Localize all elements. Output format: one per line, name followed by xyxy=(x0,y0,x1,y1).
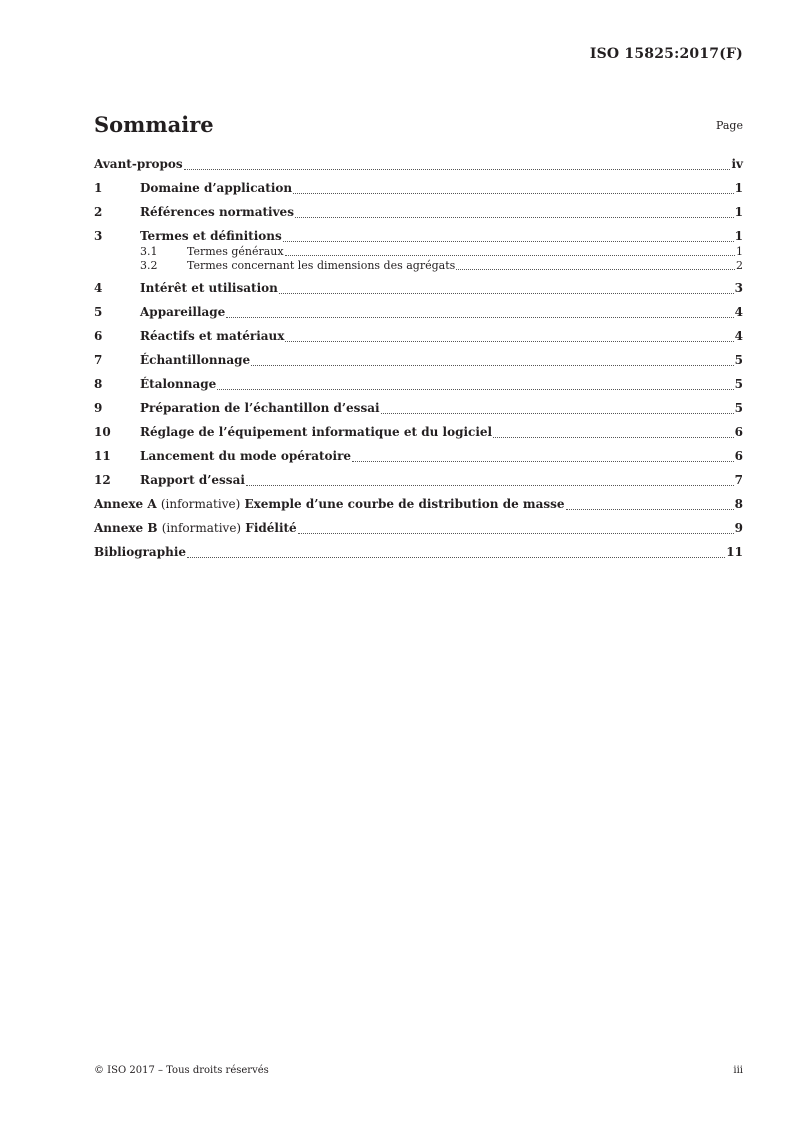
toc-entry-6[interactable] xyxy=(94,328,743,345)
dot-leader xyxy=(493,436,734,438)
annex-prefix: Annexe A xyxy=(94,497,157,511)
toc-entry-annexe-b[interactable] xyxy=(94,520,743,537)
dot-leader xyxy=(381,412,734,414)
annex-prefix: Annexe B xyxy=(94,521,158,535)
toc-entry-bibliographie[interactable] xyxy=(94,544,743,561)
toc-label: Intérêt et utilisation xyxy=(140,281,278,295)
toc-page: 8 xyxy=(734,497,743,511)
annex-title: Fidélité xyxy=(245,521,297,535)
toc-number: 3 xyxy=(94,229,103,243)
toc-page: 1 xyxy=(734,229,743,243)
toc-page: 1 xyxy=(734,205,743,219)
toc-number: 4 xyxy=(94,281,103,295)
toc-entry-1[interactable] xyxy=(94,180,743,197)
toc-entry-8[interactable] xyxy=(94,376,743,393)
toc-entry-annexe-a[interactable] xyxy=(94,496,743,513)
toc-label: Rapport d’essai xyxy=(140,473,245,487)
toc-number: 2 xyxy=(94,205,103,219)
toc-page: 1 xyxy=(734,181,743,195)
dot-leader xyxy=(251,364,733,366)
toc-page: 4 xyxy=(734,305,743,319)
toc-entry-12[interactable] xyxy=(94,472,743,489)
dot-leader xyxy=(279,292,734,294)
toc-number: 3.2 xyxy=(140,259,158,272)
page-column-label: Page xyxy=(715,119,743,132)
toc-number: 9 xyxy=(94,401,103,415)
toc-page: 9 xyxy=(734,521,743,535)
toc-label: Bibliographie xyxy=(94,545,187,559)
toc-number: 12 xyxy=(94,473,111,487)
footer-page-number: iii xyxy=(733,1065,743,1076)
toc-number: 6 xyxy=(94,329,103,343)
toc-label: Lancement du mode opératoire xyxy=(140,449,352,463)
toc-label xyxy=(94,496,565,513)
toc-page: 11 xyxy=(726,545,743,559)
document-id: ISO 15825:2017(F) xyxy=(589,46,743,62)
toc-page: 7 xyxy=(734,473,743,487)
toc-entry-4[interactable] xyxy=(94,280,743,297)
dot-leader xyxy=(285,340,733,342)
dot-leader xyxy=(456,268,735,270)
toc-label: Réglage de l’équipement informatique et du logiciel xyxy=(140,425,493,439)
toc-label: Appareillage xyxy=(140,305,226,319)
annex-qualifier: (informative) xyxy=(160,497,241,511)
toc-label: Avant-propos xyxy=(94,157,183,171)
page-title: Sommaire xyxy=(94,112,214,137)
toc-entry-2[interactable] xyxy=(94,204,743,221)
toc-number: 8 xyxy=(94,377,103,391)
dot-leader xyxy=(184,168,731,170)
toc-number: 1 xyxy=(94,181,103,195)
toc-entry-3[interactable] xyxy=(94,228,743,245)
dot-leader xyxy=(217,388,733,390)
toc-page: 2 xyxy=(736,259,743,272)
toc-page: 4 xyxy=(734,329,743,343)
annex-qualifier: (informative) xyxy=(161,521,242,535)
toc-label: Termes généraux xyxy=(187,245,284,258)
annex-title: Exemple d’une courbe de distribution de masse xyxy=(244,497,565,511)
toc-page: 6 xyxy=(734,425,743,439)
toc-entry-10[interactable] xyxy=(94,424,743,441)
dot-leader xyxy=(352,460,734,462)
toc-label: Références normatives xyxy=(140,205,294,219)
toc-entry-7[interactable] xyxy=(94,352,743,369)
toc-label: Échantillonnage xyxy=(140,353,251,367)
dot-leader xyxy=(285,254,735,256)
dot-leader xyxy=(566,508,734,510)
toc-number: 11 xyxy=(94,449,111,463)
toc-label: Termes concernant les dimensions des agrégats xyxy=(187,259,456,272)
toc-entry-5[interactable] xyxy=(94,304,743,321)
toc-number: 7 xyxy=(94,353,103,367)
toc-label: Préparation de l’échantillon d’essai xyxy=(140,401,380,415)
toc-number: 3.1 xyxy=(140,245,158,258)
dot-leader xyxy=(295,216,734,218)
toc-page: iv xyxy=(731,157,743,171)
dot-leader xyxy=(187,556,725,558)
toc-page: 5 xyxy=(734,353,743,367)
toc-label: Termes et définitions xyxy=(140,229,282,243)
toc-label: Réactifs et matériaux xyxy=(140,329,285,343)
dot-leader xyxy=(298,532,734,534)
toc-entry-9[interactable] xyxy=(94,400,743,417)
dot-leader xyxy=(283,240,734,242)
toc-entry-3-1[interactable] xyxy=(94,245,743,259)
toc-entry-avant-propos[interactable] xyxy=(94,156,743,173)
toc-page: 6 xyxy=(734,449,743,463)
toc-label xyxy=(94,520,297,537)
toc-number: 10 xyxy=(94,425,111,439)
toc-page: 1 xyxy=(736,245,743,258)
toc-entry-3-2[interactable] xyxy=(94,259,743,273)
toc-entry-11[interactable] xyxy=(94,448,743,465)
footer-copyright: © ISO 2017 – Tous droits réservés xyxy=(94,1065,269,1076)
toc-page: 5 xyxy=(734,377,743,391)
dot-leader xyxy=(293,192,734,194)
toc-page: 5 xyxy=(734,401,743,415)
table-of-contents xyxy=(94,156,743,561)
dot-leader xyxy=(226,316,733,318)
toc-number: 5 xyxy=(94,305,103,319)
toc-label: Domaine d’application xyxy=(140,181,293,195)
toc-page: 3 xyxy=(734,281,743,295)
dot-leader xyxy=(246,484,734,486)
toc-label: Étalonnage xyxy=(140,377,217,391)
